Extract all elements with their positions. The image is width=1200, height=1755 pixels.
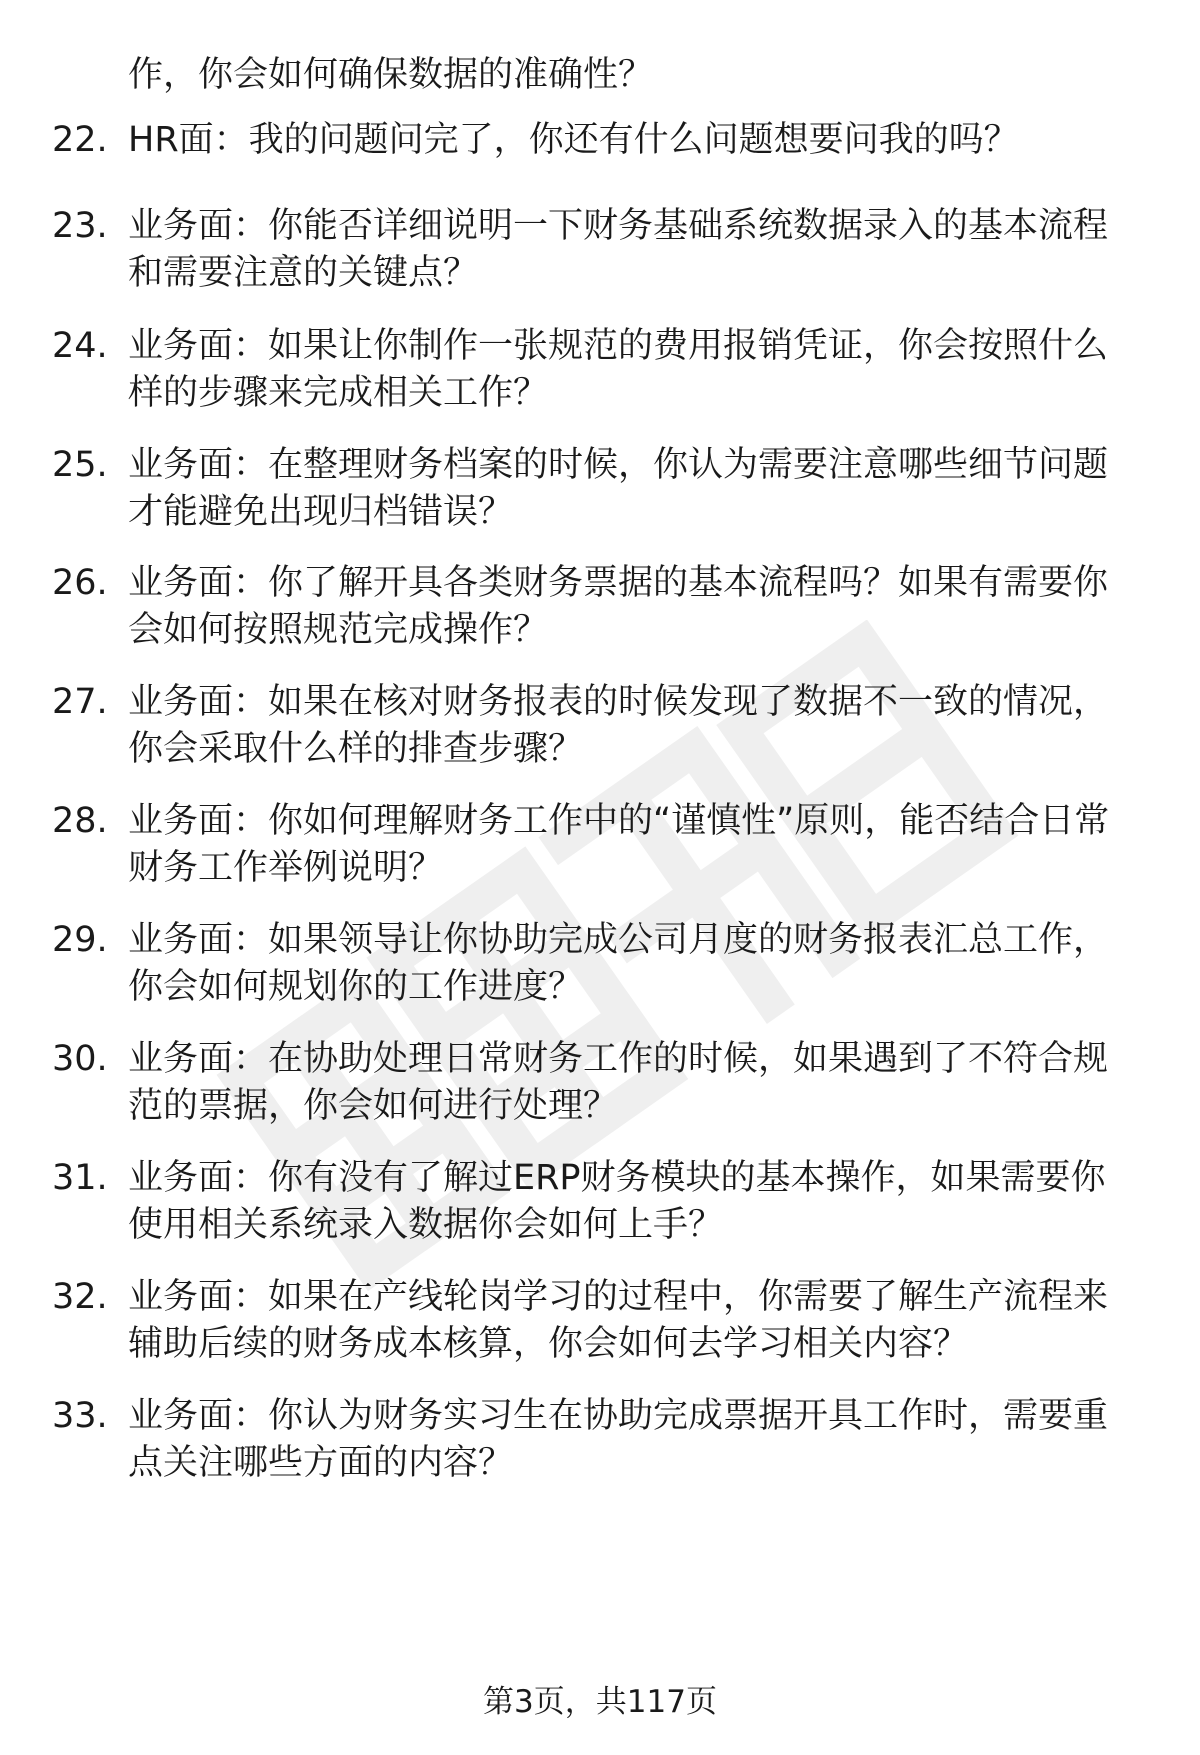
question-text: 业务面：如果让你制作一张规范的费用报销凭证，你会按照什么样的步骤来完成相关工作？	[128, 326, 1109, 413]
page-footer: 第3页，共117页	[483, 1684, 717, 1720]
question-text: 业务面：你有没有了解过ERP财务模块的基本操作，如果需要你使用相关系统录入数据你会如何上手？	[128, 1158, 1106, 1245]
question-number: 31.	[52, 1158, 108, 1198]
question-text: 业务面：你了解开具各类财务票据的基本流程吗？如果有需要你会如何按照规范完成操作？	[128, 563, 1109, 650]
question-text: 业务面：你如何理解财务工作中的“谨慎性”原则，能否结合日常财务工作举例说明？	[128, 801, 1110, 888]
question-number: 26.	[52, 563, 108, 603]
question-text: 业务面：你能否详细说明一下财务基础系统数据录入的基本流程和需要注意的关键点？	[128, 206, 1109, 293]
question-number: 33.	[52, 1396, 108, 1436]
question-number: 24.	[52, 326, 108, 366]
question-text: 业务面：在协助处理日常财务工作的时候，如果遇到了不符合规范的票据，你会如何进行处理？	[128, 1039, 1109, 1126]
question-text: 业务面：你认为财务实习生在协助完成票据开具工作时，需要重点关注哪些方面的内容？	[128, 1396, 1109, 1483]
question-text: 业务面：如果在核对财务报表的时候发现了数据不一致的情况，你会采取什么样的排查步骤？	[128, 682, 1109, 769]
question-text: 业务面：如果在产线轮岗学习的过程中，你需要了解生产流程来辅助后续的财务成本核算，你会如何去学习相关内容？	[128, 1277, 1109, 1364]
question-number: 25.	[52, 445, 108, 485]
question-number: 23.	[52, 206, 108, 246]
question-continuation-text: 作，你会如何确保数据的准确性？	[128, 55, 654, 95]
question-text: HR面：我的问题问完了，你还有什么问题想要问我的吗？	[128, 120, 1019, 160]
question-text: 业务面：如果领导让你协助完成公司月度的财务报表汇总工作，你会如何规划你的工作进度？	[128, 920, 1109, 1007]
question-number: 32.	[52, 1277, 108, 1317]
question-text: 业务面：在整理财务档案的时候，你认为需要注意哪些细节问题才能避免出现归档错误？	[128, 445, 1109, 532]
question-number: 29.	[52, 920, 108, 960]
question-number: 27.	[52, 682, 108, 722]
question-number: 30.	[52, 1039, 108, 1079]
question-number: 22.	[52, 120, 108, 160]
question-number: 28.	[52, 801, 108, 841]
